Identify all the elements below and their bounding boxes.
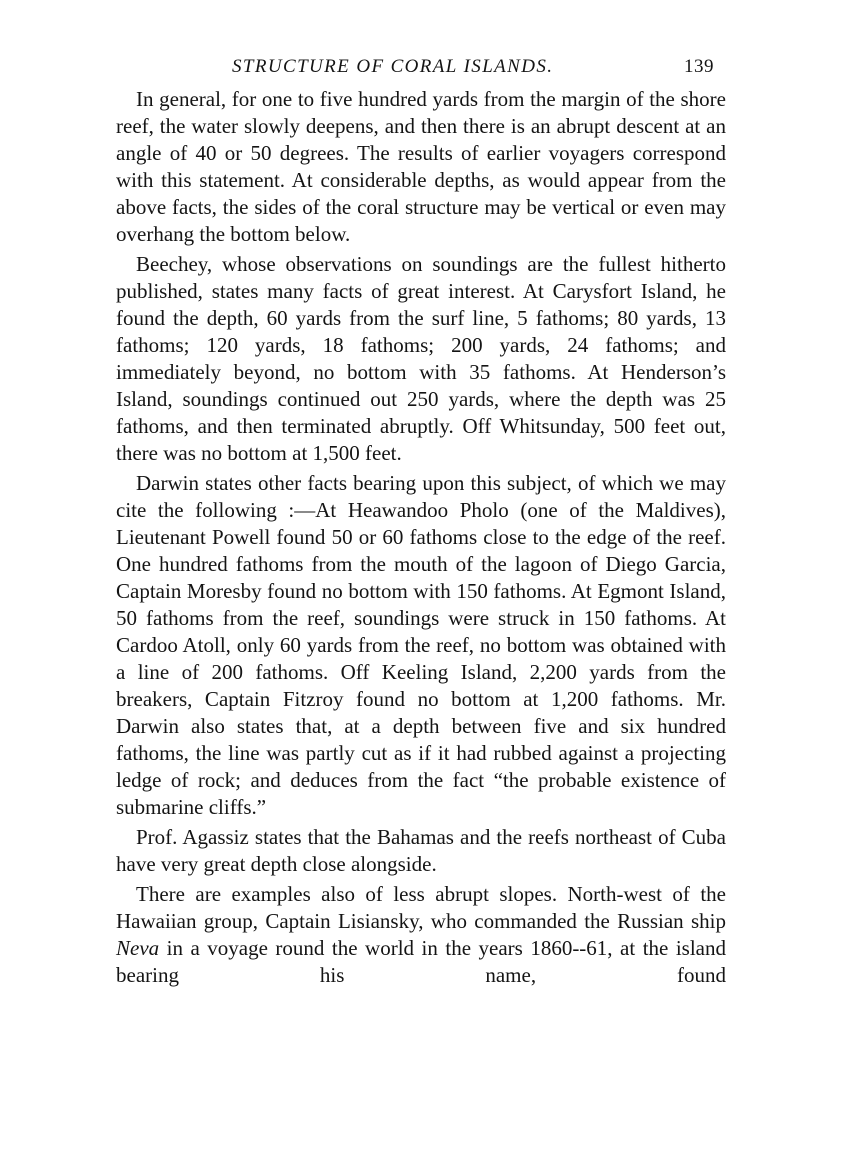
- running-header: [116, 52, 726, 86]
- running-title: STRUCTURE OF CORAL ISLANDS.: [232, 56, 554, 77]
- body-text: [116, 86, 726, 989]
- paragraph-beechey-soundings: Beechey, whose observations on soundings are the fullest hitherto published, states many facts of great interest. At Carysfort Island, he found the depth, 60 yards from the surf line, 5 fathoms; 80 yards, 13 fathoms; 120 yards, 18 fathoms; 200 yards, 24 fathoms; and immediately beyond, no bottom with 35 fathoms. At Henderson’s Island, soundings continued out 250 yards, where the depth was 25 fathoms, and then terminated abruptly. Off Whitsunday, 500 feet out, there was no bottom at 1,500 feet.: [116, 252, 726, 465]
- paragraph-darwin-facts: Darwin states other facts bearing upon this subject, of which we may cite the following :—At Heawandoo Pholo (one of the Maldives), Lieutenant Powell found 50 or 60 fathoms close to the edge of the reef. One hundred fathoms from the mouth of the lagoon of Diego Garcia, Captain Moresby found no bottom with 150 fathoms. At Egmont Island, 50 fathoms from the reef, soundings were struck in 150 fathoms. At Cardoo Atoll, only 60 yards from the reef, no bottom was obtained with a line of 200 fathoms. Off Keeling Island, 2,200 yards from the breakers, Captain Fitzroy found no bottom at 1,200 fathoms. Mr. Darwin also states that, at a depth between five and six hundred fathoms, the line was partly cut as if it had rubbed against a projecting ledge of rock; and deduces from the fact “the probable existence of submarine cliffs.”: [116, 471, 726, 819]
- ship-name: Neva: [116, 936, 160, 960]
- paragraph-reef-slope: In general, for one to five hundred yards from the margin of the shore reef, the water slowly deepens, and then there is an abrupt descent at an angle of 40 or 50 degrees. The results of earlier voyagers correspond with this statement. At considerable depths, as would appear from the above facts, the sides of the coral structure may be vertical or even may overhang the bottom below.: [116, 87, 726, 246]
- paragraph-text-after-ship: in a voyage round the world in the years 1860--61, at the island bearing his name, found: [116, 936, 726, 987]
- page-number: 139: [684, 56, 714, 77]
- book-page: [116, 52, 726, 989]
- paragraph-less-abrupt-slopes: [116, 881, 726, 989]
- paragraph-agassiz-bahamas: Prof. Agassiz states that the Bahamas and the reefs northeast of Cuba have very great depth close alongside.: [116, 825, 726, 876]
- paragraph-text-before-ship: There are examples also of less abrupt slopes. North-west of the Hawaiian group, Captain Lisiansky, who commanded the Russian ship: [116, 882, 726, 933]
